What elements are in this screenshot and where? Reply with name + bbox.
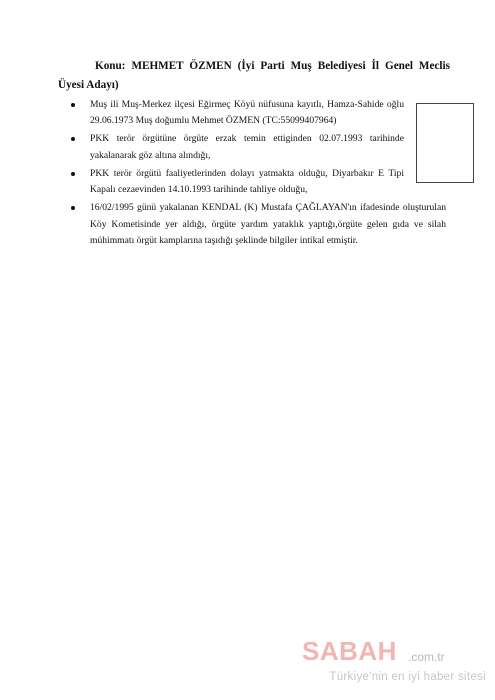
bullet-icon xyxy=(71,137,75,141)
info-list xyxy=(58,97,446,251)
list-item-text: PKK terör örgütü faaliyetlerinden dolayı yatmakta olduğu, Diyarbakır E Tipi Kapalı cezaevinden 14.10.1993 tarihinde tahliye olduğu, xyxy=(90,167,404,196)
watermark-tagline: Türkiye'nin en iyi haber sitesi xyxy=(329,671,486,683)
list-item xyxy=(58,97,446,130)
list-item-text: PKK terör örgütüne örgüte erzak temin ettiginden 02.07.1993 tarihinde yakalanarak göz altına alındığı, xyxy=(90,133,404,161)
list-item-text: Muş ili Muş-Merkez ilçesi Eğirmeç Köyü nüfusuna kayıtlı, Hamza-Sahide oğlu 29.06.1973 Muş doğumlu Mehmet ÖZMEN (TC:55099407964) xyxy=(90,99,404,127)
list-item-text: 16/02/1995 günü yakalanan KENDAL (K) Mustafa ÇAĞLAYAN'ın ifadesinde oluşturulan Köy Kometisinde yer aldığı, örgüte yardım yataklık yaptığı,örgüte gelen gıda ve silah mühimmatı örgüt kamplarına taşıdığı şeklinde bilgiler intikal etmiştir. xyxy=(90,202,446,247)
list-item xyxy=(58,131,446,164)
watermark-logo: SABAH xyxy=(302,636,397,666)
bullet-icon xyxy=(71,206,75,210)
bullet-icon xyxy=(71,172,75,176)
heading-line-2: Adayı) xyxy=(86,79,119,91)
bullet-icon xyxy=(71,103,75,107)
sabah-watermark xyxy=(298,636,486,692)
heading-line-1: Konu: MEHMET ÖZMEN (İyi Parti Muş Belediyesi İl Genel Meclis Üyesi xyxy=(58,60,450,91)
list-item xyxy=(58,200,446,249)
list-item xyxy=(58,166,446,199)
watermark-domain: .com.tr xyxy=(408,650,445,664)
document-heading xyxy=(58,57,450,95)
